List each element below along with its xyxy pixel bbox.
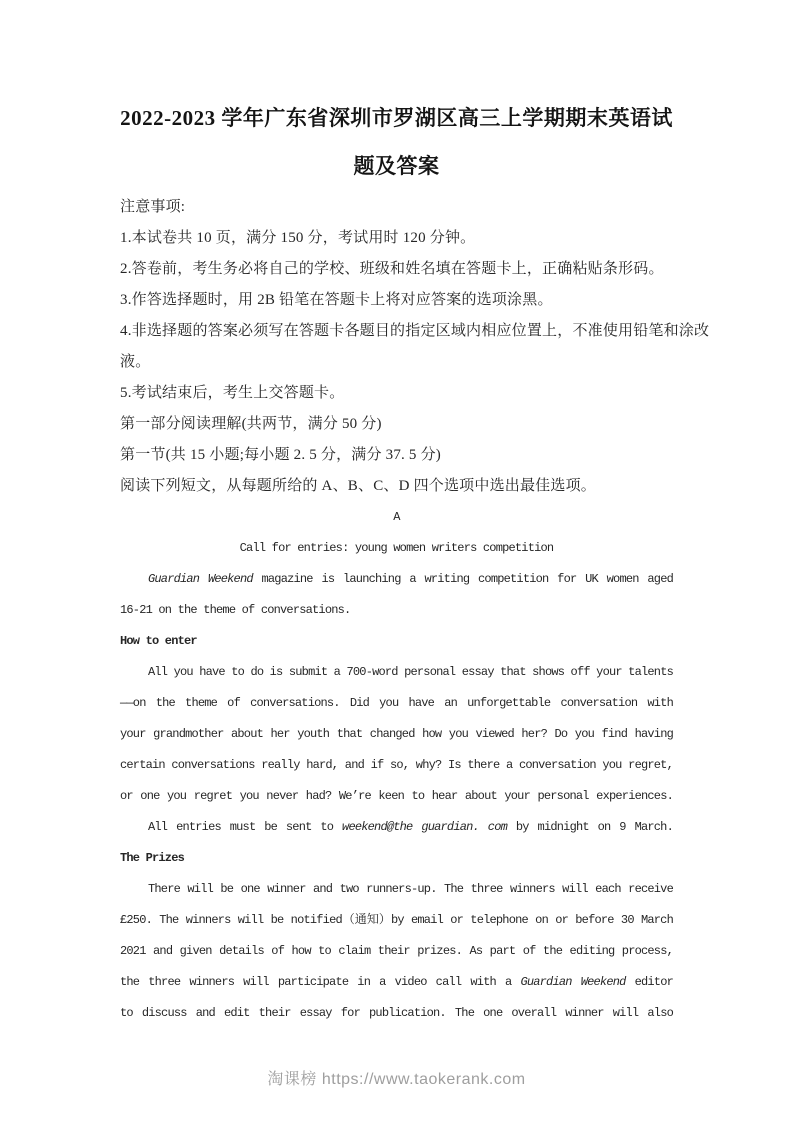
notice-item-4-continued: 液。 xyxy=(120,354,151,370)
intro-line-2: 16-21 on the theme of conversations. xyxy=(120,603,351,617)
magazine-name-italic: Guardian Weekend xyxy=(520,975,626,989)
notice-item-3: 3.作答选择题时，用 2B 铅笔在答题卡上将对应答案的选项涂黑。 xyxy=(120,292,553,308)
intro-line-1-rest: magazine is launching a writing competition for UK women aged xyxy=(252,572,674,586)
editor-line-pre: the three winners will participate in a video call with a xyxy=(120,975,521,989)
paragraph-line: 2021 and given details of how to claim their prizes. As part of the editing process, xyxy=(120,944,673,958)
document-title xyxy=(120,94,673,190)
paragraph-line: £250. The winners will be notified（通知）by email or telephone on or before 30 March xyxy=(120,913,673,927)
intro-line-1 xyxy=(120,564,673,595)
paragraph-line: ——on the theme of conversations. Did you have an unforgettable conversation with xyxy=(120,696,673,710)
paragraph-line: certain conversations really hard, and if so, why? Is there a conversation you regret, xyxy=(120,758,673,772)
passage-title: Call for entries: young women writers competition xyxy=(239,541,554,555)
email-address-italic: weekend@the guardian. com xyxy=(342,820,508,834)
editor-line xyxy=(120,967,673,998)
paragraph-line: There will be one winner and two runners-up. The three winners will each receive xyxy=(148,882,673,896)
notice-item-5: 5.考试结束后，考生上交答题卡。 xyxy=(120,385,345,401)
notice-item-2: 2.答卷前，考生务必将自己的学校、班级和姓名填在答题卡上，正确粘贴条形码。 xyxy=(120,261,664,277)
entries-line xyxy=(120,812,673,843)
passage-label-a: A xyxy=(393,510,400,524)
editor-line-post: editor xyxy=(625,975,673,989)
paragraph-line: or one you regret you never had? We’re keen to hear about your personal experiences. xyxy=(120,789,673,803)
notice-item-4: 4.非选择题的答案必须写在答题卡各题目的指定区域内相应位置上，不准使用铅笔和涂改 xyxy=(120,323,710,339)
notice-heading: 注意事项: xyxy=(120,199,186,215)
entries-line-post: by midnight on 9 March. xyxy=(507,820,673,834)
paragraph-line: your grandmother about her youth that changed how you viewed her? Do you find having xyxy=(120,727,673,741)
document-page xyxy=(120,94,710,1029)
section-one-heading: 第一节(共 15 小题;每小题 2. 5 分，满分 37. 5 分) xyxy=(120,447,441,463)
part-one-heading: 第一部分阅读理解(共两节，满分 50 分) xyxy=(120,416,382,432)
paragraph-line: to discuss and edit their essay for publication. The one overall winner will also xyxy=(120,1006,673,1020)
document-title-line-2: 题及答案 xyxy=(353,154,440,178)
notice-item-1: 1.本试卷共 10 页，满分 150 分，考试用时 120 分钟。 xyxy=(120,230,476,246)
entries-line-pre: All entries must be sent to xyxy=(148,820,343,834)
footer-watermark: 淘课榜 https://www.taokerank.com xyxy=(267,1071,526,1088)
the-prizes-heading: The Prizes xyxy=(120,851,185,865)
how-to-enter-heading: How to enter xyxy=(120,634,197,648)
paragraph-line: All you have to do is submit a 700-word personal essay that shows off your talents xyxy=(148,665,673,679)
document-title-line-1: 2022-2023 学年广东省深圳市罗湖区高三上学期期末英语试 xyxy=(120,106,673,130)
reading-instruction: 阅读下列短文，从每题所给的 A、B、C、D 四个选项中选出最佳选项。 xyxy=(120,478,596,494)
magazine-name-italic: Guardian Weekend xyxy=(148,572,253,586)
